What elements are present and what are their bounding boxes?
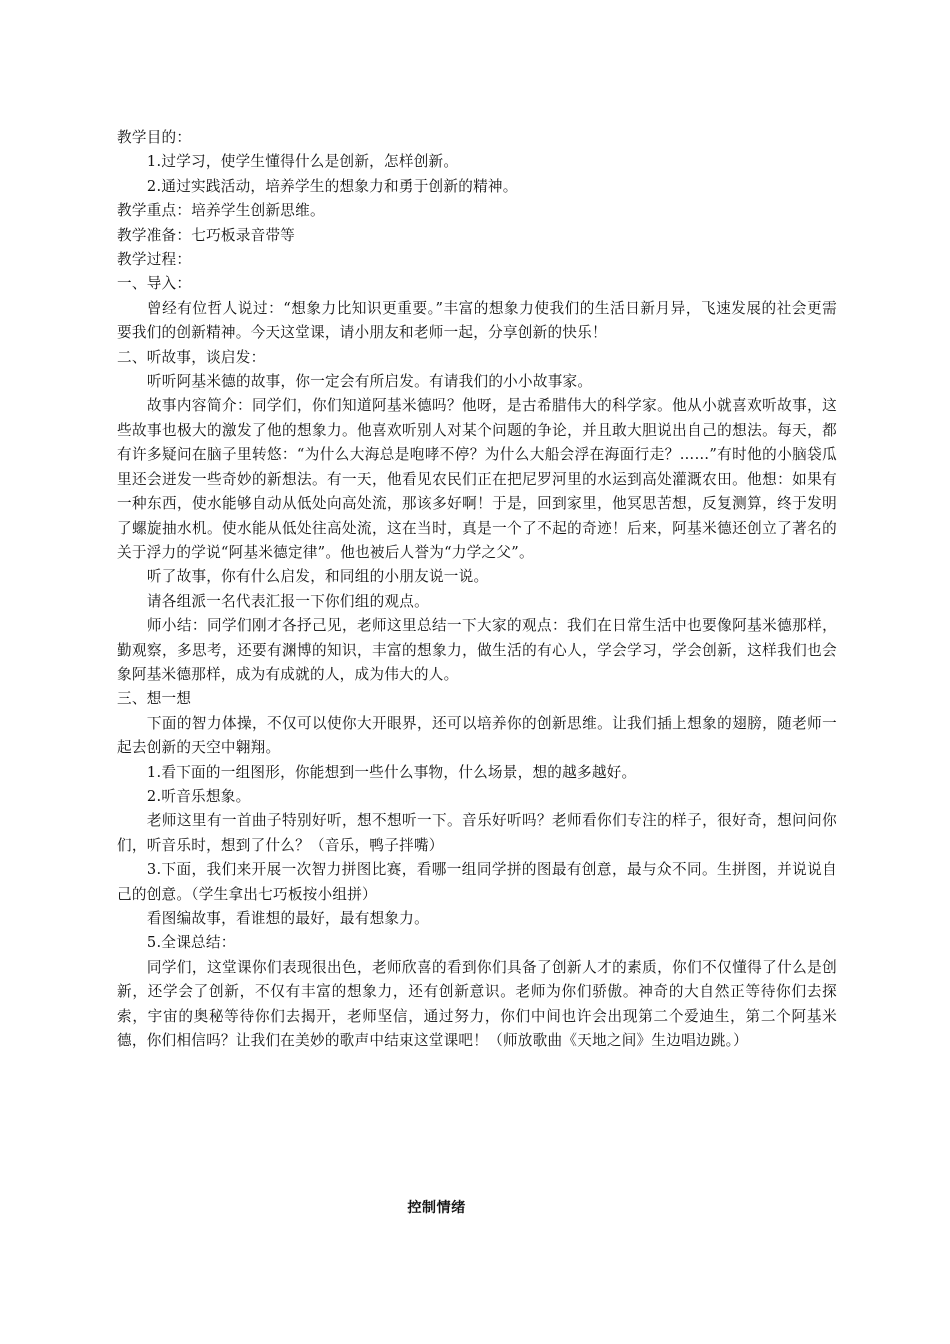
goals-heading: 教学目的： (117, 129, 192, 146)
next-section-title: 控制情绪 (407, 1200, 466, 1216)
section-2-intro: 听听阿基米德的故事，你一定会有所启发。有请我们的小小故事家。 (146, 373, 593, 391)
section-2-summary: 师小结：同学们刚才各抒己见，老师这里总结一下大家的观点：我们在日常生活中也要像阿基米德那样，勤观察，多思考，还要有渊博的知识，丰富的想象力，做生活的有心人，学会学习，学会创新，这样我们也会象阿基米德那样，成为有成就的人，成为伟大的人。 (117, 617, 837, 683)
goal-item-2: 2.通过实践活动，培养学生的想象力和勇于创新的精神。 (146, 177, 518, 195)
section-3-item-3: 3.下面，我们来开展一次智力拼图比赛，看哪一组同学拼的图最有创意，最与众不同。生拼图，并说说自己的创意。（学生拿出七巧板按小组拼） (117, 861, 837, 903)
section-2-report: 请各组派一名代表汇报一下你们组的观点。 (146, 592, 429, 610)
section-3-heading: 三、想一想 (117, 690, 192, 708)
section-3-music: 老师这里有一首曲子特别好听，想不想听一下。音乐好听吗？老师看你们专注的样子，很好奇，想问问你们，听音乐时，想到了什么？（音乐，鸭子拌嘴） (117, 812, 837, 854)
section-2-heading: 二、听故事，谈启发： (117, 348, 266, 366)
section-3-item-1: 1.看下面的一组图形，你能想到一些什么事物，什么场景，想的越多越好。 (146, 763, 637, 781)
process-heading: 教学过程： (117, 251, 192, 269)
section-3-item-5: 5.全课总结： (146, 934, 236, 952)
section-3-item-2: 2.听音乐想象。 (146, 787, 251, 805)
section-1-paragraph: 曾经有位哲人说过：“想象力比知识更重要。”丰富的想象力使我们的生活日新月异，飞速发展的社会更需要我们的创新精神。今天这堂课，请小朋友和老师一起，分享创新的快乐！ (117, 299, 837, 342)
closing-paragraph: 同学们，这堂课你们表现很出色，老师欣喜的看到你们具备了创新人才的素质，你们不仅懂得了什么是创新，还学会了创新，不仅有丰富的想象力，还有创新意识。老师为你们骄傲。神奇的大自然正等待你们去探索，宇宙的奥秘等待你们去揭开，老师坚信，通过努力，你们中间也许会出现第二个爱迪生，第二个阿基米德，你们相信吗？让我们在美妙的歌声中结束这堂课吧！（师放歌曲《天地之间》生边唱边跳。） (117, 958, 837, 1050)
preparation: 教学准备：七巧板录音带等 (117, 226, 296, 244)
key-point: 教学重点：培养学生创新思维。 (117, 202, 325, 220)
section-1-heading: 一、导入： (117, 275, 192, 293)
section-2-story: 故事内容简介：同学们，你们知道阿基米德吗？他呀，是古希腊伟大的科学家。他从小就喜欢听故事，这些故事也极大的激发了他的想象力。他喜欢听别人对某个问题的争论，并且敢大胆说出自己的想法。每天，都有许多疑问在脑子里转悠：“为什么大海总是咆哮不停？为什么大船会浮在海面行走？……”有时他的小脑袋瓜里还会迸发一些奇妙的新想法。有一天，他看见农民们正在把尼罗河里的水运到高处灌溉农田。他想：如果有一种东西，使水能够自动从低处向高处流，那该多好啊！于是，回到家里，他冥思苦想，反复测算，终于发明了螺旋抽水机。使水能从低处往高处流，这在当时，真是一个了不起的奇迹！后来，阿基米德还创立了著名的关于浮力的学说“阿基米德定律”。他也被后人誉为“力学之父”。 (117, 397, 837, 561)
section-3-story: 看图编故事，看谁想的最好，最有想象力。 (146, 910, 429, 927)
document-body (117, 126, 837, 1053)
section-2-discuss: 听了故事，你有什么启发，和同组的小朋友说一说。 (146, 568, 489, 586)
section-3-intro: 下面的智力体操，不仅可以使你大开眼界，还可以培养你的创新思维。让我们插上想象的翅膀，随老师一起去创新的天空中翱翔。 (117, 714, 837, 757)
goal-item-1: 1.过学习，使学生懂得什么是创新，怎样创新。 (146, 153, 459, 171)
